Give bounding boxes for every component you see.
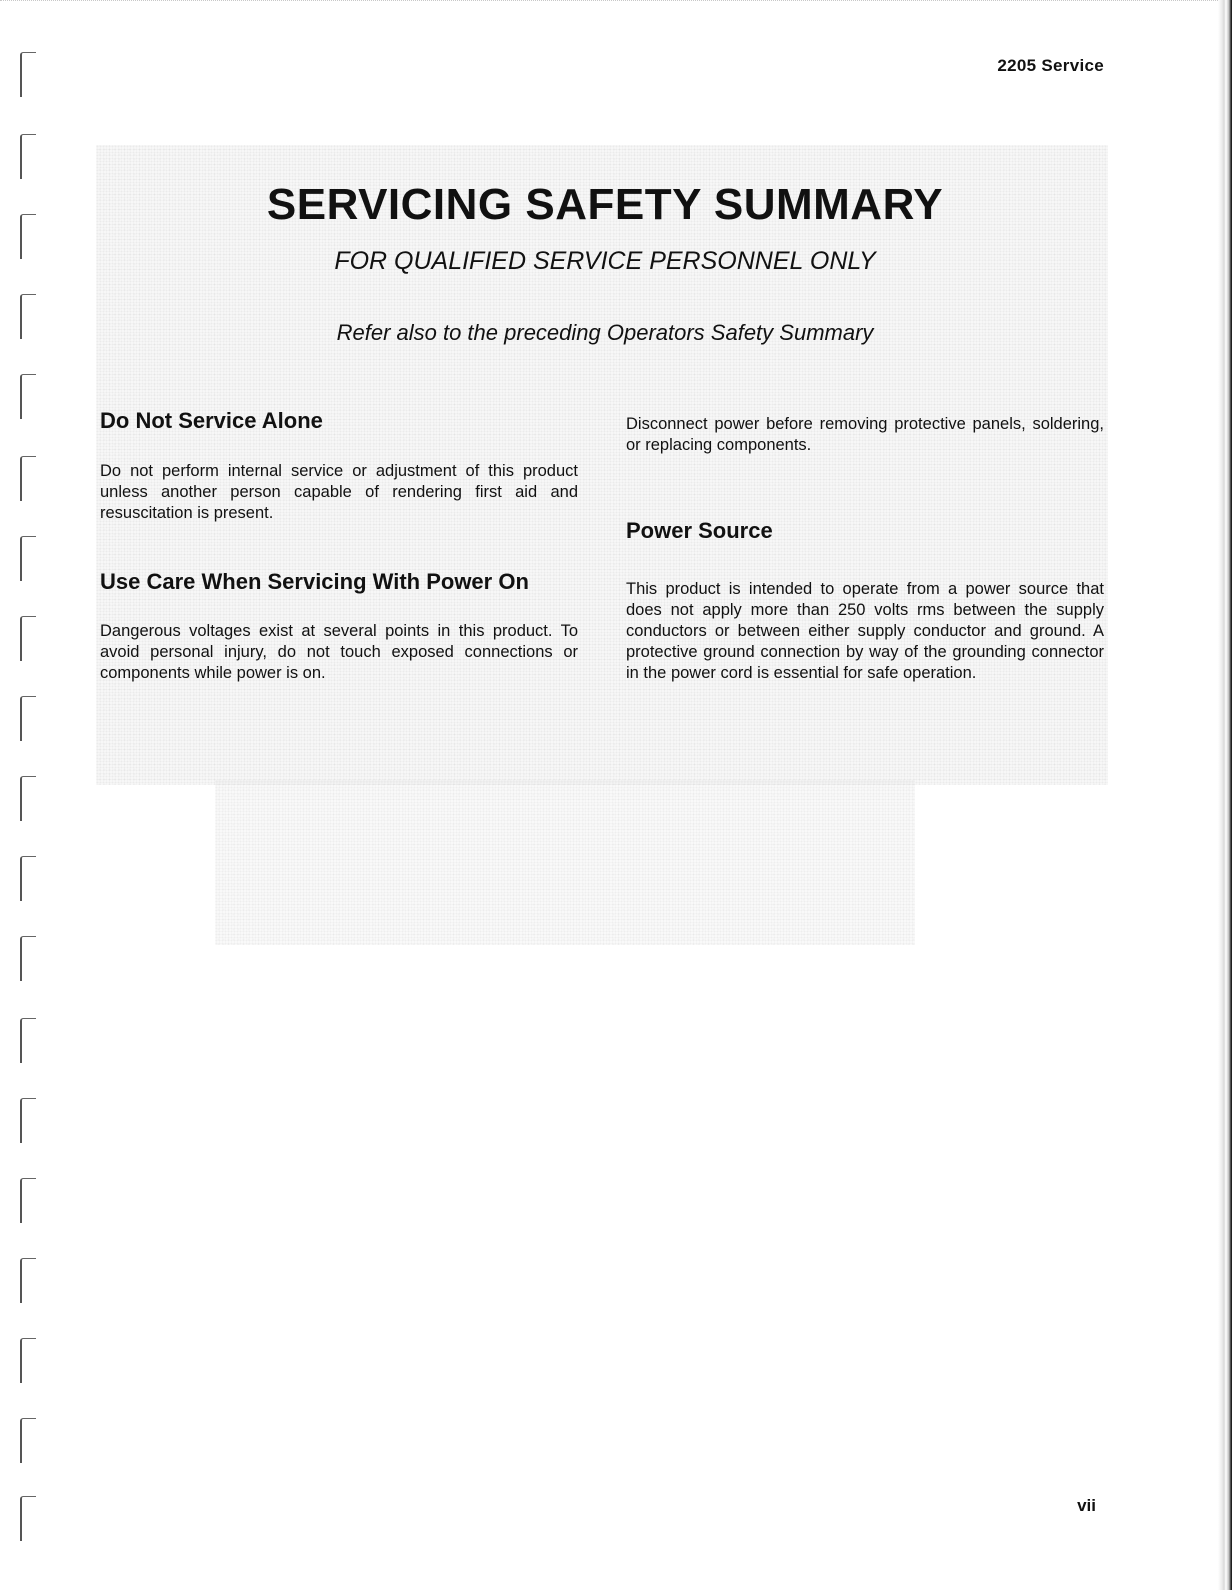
reference-note: Refer also to the preceding Operators Safety Summary (336, 320, 874, 345)
binding-edge (0, 0, 60, 1590)
binding-ring-mark (20, 1018, 36, 1063)
binding-ring-mark (20, 936, 36, 981)
binding-ring-mark (20, 536, 36, 581)
binding-ring-mark (20, 52, 36, 97)
binding-ring-mark (20, 856, 36, 901)
section-body-power-source: This product is intended to operate from a power source that does not apply more than 250 volts rms between the supply conductors or between either supply conductor and ground. A protective ground connection by way of the grounding connector in the power cord is essential for safe operation. (626, 580, 1104, 682)
binding-ring-mark (20, 1338, 36, 1383)
running-header: 2205 Service (997, 56, 1104, 75)
binding-ring-mark (20, 294, 36, 339)
page-top-edge (0, 0, 1232, 7)
section-body-disconnect-power: Disconnect power before removing protective panels, soldering, or replacing components. (626, 415, 1104, 454)
binding-ring-mark (20, 456, 36, 501)
binding-ring-mark (20, 1496, 36, 1541)
section-heading-power-source: Power Source (626, 518, 773, 543)
section-heading-use-care-power-on: Use Care When Servicing With Power On (100, 569, 529, 594)
binding-ring-mark (20, 776, 36, 821)
binding-ring-mark (20, 1098, 36, 1143)
page-title: SERVICING SAFETY SUMMARY (266, 180, 944, 230)
binding-ring-mark (20, 1258, 36, 1303)
section-body-use-care-power-on: Dangerous voltages exist at several points in this product. To avoid personal injury, do not touch exposed connections or components while power is on. (100, 622, 578, 682)
binding-ring-mark (20, 696, 36, 741)
page-subtitle: FOR QUALIFIED SERVICE PERSONNEL ONLY (334, 247, 876, 275)
section-body-do-not-service-alone: Do not perform internal service or adjustment of this product unless another person capable of rendering first aid and resuscitation is present. (100, 462, 578, 522)
binding-ring-mark (20, 1178, 36, 1223)
halftone-background-lower (215, 780, 915, 945)
binding-ring-mark (20, 616, 36, 661)
section-heading-do-not-service-alone: Do Not Service Alone (100, 408, 323, 433)
binding-ring-mark (20, 134, 36, 179)
binding-ring-mark (20, 1418, 36, 1463)
binding-ring-mark (20, 214, 36, 259)
binding-ring-mark (20, 374, 36, 419)
page-number: vii (1077, 1496, 1096, 1515)
page-right-edge (1218, 0, 1232, 1590)
